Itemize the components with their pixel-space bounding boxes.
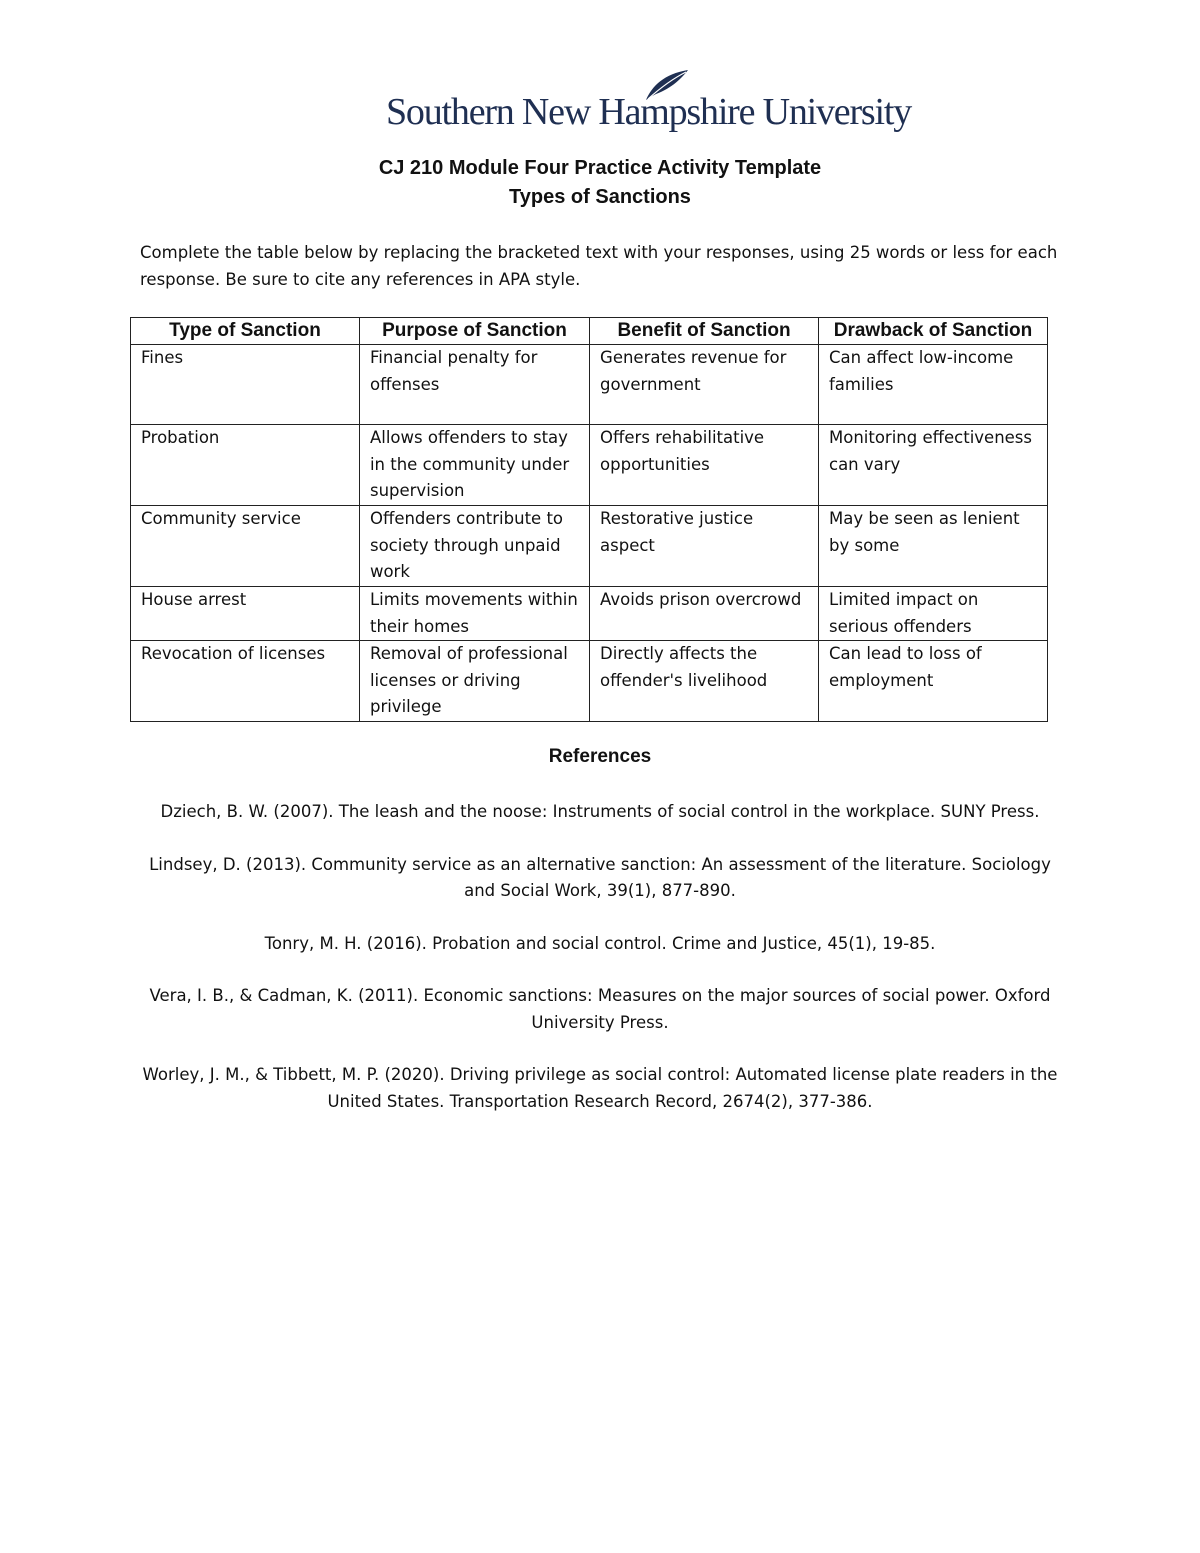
table-cell: House arrest [131,587,360,641]
reference-item: Tonry, M. H. (2016). Probation and social control. Crime and Justice, 45(1), 19-85. [264,933,936,953]
table-row [131,506,1048,587]
reference-item: Lindsey, D. (2013). Community service as an alternative sanction: An assessment of the literature. Sociology and Social Work, 39(1), 877-890. [149,854,1051,900]
table-cell: Offers rehabilitative opportunities [590,425,819,506]
table-cell: Monitoring effectiveness can vary [819,425,1048,506]
table-cell: Offenders contribute to society through unpaid work [359,506,589,587]
table-header-row [131,318,1048,345]
table-cell: Revocation of licenses [131,641,360,722]
table-cell: Restorative justice aspect [590,506,819,587]
reference-item: Dziech, B. W. (2007). The leash and the noose: Instruments of social control in the workplace. SUNY Press. [160,802,1040,821]
instructions-paragraph: Complete the table below by replacing the bracketed text with your responses, using 25 words or less for each response. Be sure to cite any references in APA style. [140,243,1058,289]
table-cell: Financial penalty for offenses [359,345,589,425]
table-row [131,587,1048,641]
table-cell: Can lead to loss of employment [819,641,1048,722]
sanctions-table [130,317,1048,722]
table-row [131,345,1048,425]
table-row [131,425,1048,506]
document-title: CJ 210 Module Four Practice Activity Template [378,157,822,179]
document-subtitle: Types of Sanctions [509,186,691,208]
table-cell: Directly affects the offender's livelihood [590,641,819,722]
references-heading: References [548,746,652,767]
header-type-of-sanction: Type of Sanction [131,318,360,345]
table-cell: Probation [131,425,360,506]
table-cell: Can affect low-income families [819,345,1048,425]
table-cell: Removal of professional licenses or driving privilege [359,641,589,722]
table-cell: Limited impact on serious offenders [819,587,1048,641]
table-cell: Generates revenue for government [590,345,819,425]
header-drawback-of-sanction: Drawback of Sanction [819,318,1048,345]
table-cell: Community service [131,506,360,587]
reference-item: Vera, I. B., & Cadman, K. (2011). Economic sanctions: Measures on the major sources of social power. Oxford University Press. [149,986,1051,1032]
table-row [131,641,1048,722]
references-list [140,799,1060,1141]
logo-wordmark: Southern New Hampshire University [386,91,912,133]
table-cell: Avoids prison overcrowd [590,587,819,641]
header-purpose-of-sanction: Purpose of Sanction [359,318,589,345]
reference-item: Worley, J. M., & Tibbett, M. P. (2020). Driving privilege as social control: Automated license plate readers in the United States. Transportation Research Record, 2674(2), 377-386. [142,1065,1058,1111]
table-cell: Fines [131,345,360,425]
table-cell: Limits movements within their homes [359,587,589,641]
table-cell: May be seen as lenient by some [819,506,1048,587]
table-cell: Allows offenders to stay in the community under supervision [359,425,589,506]
header-benefit-of-sanction: Benefit of Sanction [590,318,819,345]
title-block [0,154,1200,212]
university-logo [386,68,912,138]
